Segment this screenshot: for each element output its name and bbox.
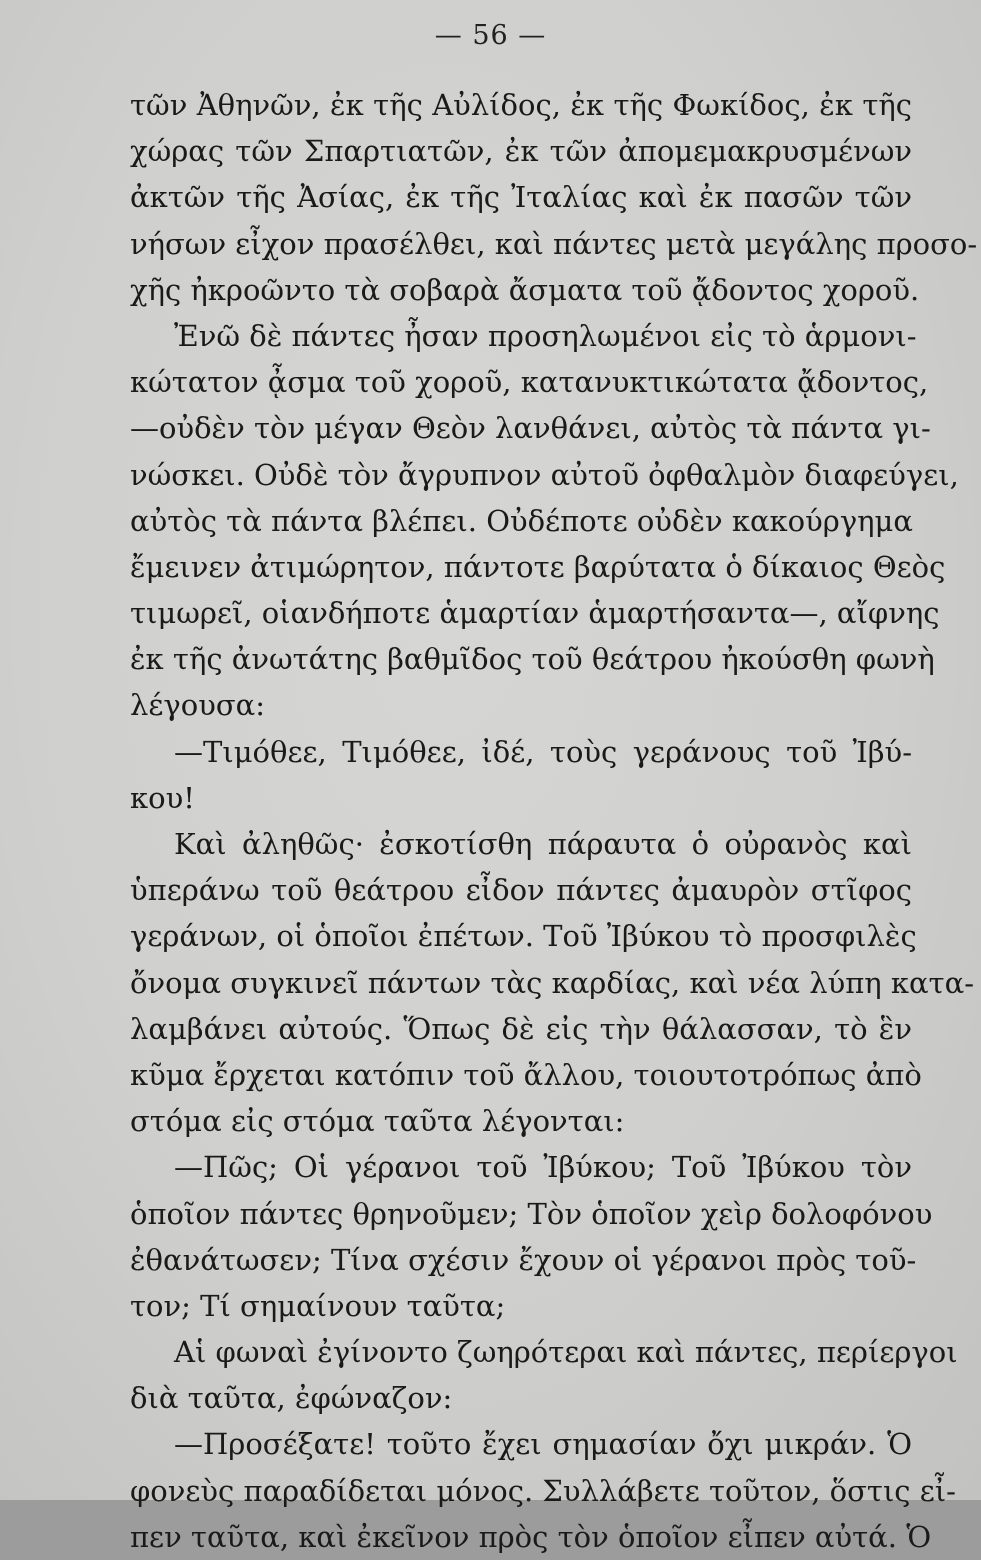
text-line: χῆς ἠκροῶντο τὰ σοβαρὰ ἄσματα τοῦ ᾄδοντος χοροῦ. xyxy=(130,272,920,307)
text-line: ἀκτῶν τῆς Ἀσίας, ἐκ τῆς Ἰταλίας καὶ ἐκ πασῶν τῶν xyxy=(130,180,912,215)
text-line: —Προσέξατε! τοῦτο ἔχει σημασίαν ὄχι μικράν. Ὁ xyxy=(174,1427,912,1462)
text-line: νώσκει. Οὐδὲ τὸν ἄγρυπνον αὐτοῦ ὀφθαλμὸν διαφεύγει, xyxy=(130,457,959,492)
text-line: διὰ ταῦτα, ἐφώναζον: xyxy=(130,1381,453,1416)
text-line: ἐθανάτωσεν; Τίνα σχέσιν ἔχουν οἱ γέρανοι πρὸς τοῦ- xyxy=(130,1242,917,1277)
text-line: γεράνων, οἱ ὁποῖοι ἐπέτων. Τοῦ Ἰβύκου τὸ προσφιλὲς xyxy=(130,919,917,954)
text-line: κώτατον ᾆσμα τοῦ χοροῦ, κατανυκτικώτατα ᾄδοντος, xyxy=(130,365,929,400)
text-line: χώρας τῶν Σπαρτιατῶν, ἐκ τῶν ἀπομεμακρυσμένων xyxy=(130,134,912,169)
text-line: —Τιμόθεε, Τιμόθεε, ἰδέ, τοὺς γεράνους τοῦ Ἰβύ- xyxy=(174,734,912,769)
text-line: ὄνομα συγκινεῖ πάντων τὰς καρδίας, καὶ νέα λύπη κατα- xyxy=(130,965,974,1000)
text-line: —Πῶς; Οἱ γέρανοι τοῦ Ἰβύκου; Τοῦ Ἰβύκου τὸν xyxy=(174,1150,912,1185)
text-line: ὁποῖον πάντες θρηνοῦμεν; Τὸν ὁποῖον χεὶρ δολοφόνου xyxy=(130,1196,933,1231)
text-line: φονεὺς παραδίδεται μόνος. Συλλάβετε τοῦτον, ὅστις εἶ- xyxy=(130,1473,956,1508)
page-number: — 56 — xyxy=(434,20,547,51)
text-line: ὑπεράνω τοῦ θεάτρου εἶδον πάντες ἀμαυρὸν στῖφος xyxy=(130,873,912,908)
text-line: λέγουσα: xyxy=(130,688,265,723)
text-line: στόμα εἰς στόμα ταῦτα λέγονται: xyxy=(130,1104,625,1139)
text-line: ἔμεινεν ἀτιμώρητον, πάντοτε βαρύτατα ὁ δίκαιος Θεὸς xyxy=(130,549,946,584)
text-line: τῶν Ἀθηνῶν, ἐκ τῆς Αὐλίδος, ἐκ τῆς Φωκίδος, ἐκ τῆς xyxy=(130,88,912,122)
text-line: λαμβάνει αὐτούς. Ὅπως δὲ εἰς τὴν θάλασσαν, τὸ ἓν xyxy=(130,1011,912,1046)
text-line: νήσων εἶχον πρασέλθει, καὶ πάντες μετὰ μεγάλης προσο- xyxy=(130,226,978,261)
text-line: τιμωρεῖ, οἱανδήποτε ἁμαρτίαν ἁμαρτήσαντα—, αἴφνης xyxy=(130,596,940,631)
text-line: πεν ταῦτα, καὶ ἐκεῖνον πρὸς τὸν ὁποῖον εἶπεν αὐτά. Ὁ xyxy=(130,1519,932,1554)
text-line: Ἐνῶ δὲ πάντες ἦσαν προσηλωμένοι εἰς τὸ ἁρμονι- xyxy=(174,318,917,353)
text-line: Αἱ φωναὶ ἐγίνοντο ζωηρότεραι καὶ πάντες, περίεργοι xyxy=(174,1335,958,1370)
body-text xyxy=(130,82,978,1560)
text-line: Καὶ ἀληθῶς· ἐσκοτίσθη πάραυτα ὁ οὐρανὸς καὶ xyxy=(174,827,912,861)
text-line: τον; Τί σημαίνουν ταῦτα; xyxy=(130,1288,506,1323)
text-line: αὐτὸς τὰ πάντα βλέπει. Οὐδέποτε οὐδὲν κακούργημα xyxy=(130,503,913,538)
text-line: κῦμα ἔρχεται κατόπιν τοῦ ἄλλου, τοιουτοτρόπως ἀπὸ xyxy=(130,1057,922,1092)
text-line: κου! xyxy=(130,780,195,815)
text-line: —οὐδὲν τὸν μέγαν Θεὸν λανθάνει, αὐτὸς τὰ πάντα γι- xyxy=(130,411,931,446)
text-line: ἐκ τῆς ἀνωτάτης βαθμῖδος τοῦ θεάτρου ἠκούσθη φωνὴ xyxy=(130,642,935,677)
